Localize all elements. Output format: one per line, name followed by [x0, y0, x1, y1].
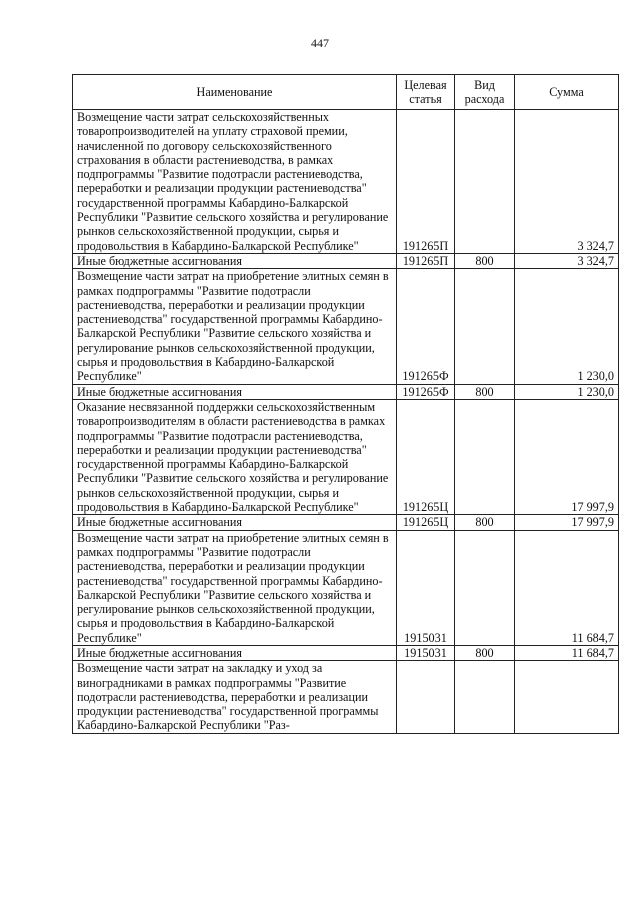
table-row [73, 110, 619, 254]
row-target: 191265П [397, 110, 455, 254]
row-kind: 800 [455, 253, 515, 268]
row-target: 191265Ф [397, 384, 455, 399]
row-sum: 17 997,9 [515, 399, 619, 514]
header-kind: Вид расхода [455, 75, 515, 110]
row-name: Возмещение части затрат на приобретение элитных семян в рамках подпрограммы "Развитие подотрасли растениеводства, переработки и реализации продукции растениеводства" государственной программы Кабардино-Балкарской Республики "Развитие сельского хозяйства и регулирование рынков сельскохозяйственной продукции, сырья и продовольствия в Кабардино-Балкарской Республике" [73, 269, 397, 384]
table-row [73, 530, 619, 645]
row-kind: 800 [455, 645, 515, 660]
table-row [73, 661, 619, 733]
table-row [73, 253, 619, 268]
header-name: Наименование [73, 75, 397, 110]
header-target: Целевая статья [397, 75, 455, 110]
row-name: Возмещение части затрат сельскохозяйственных товаропроизводителей на уплату страховой премии, начисленной по договору сельскохозяйственного страхования в области растениеводства, в рамках подпрограммы "Развитие подотрасли растениеводства, переработки и реализации продукции растениеводства" государственной программы Кабардино-Балкарской Республики "Развитие сельского хозяйства и регулирование рынков сельскохозяйственной продукции, сырья и продовольствия в Кабардино-Балкарской Республике" [73, 110, 397, 254]
header-sum: Сумма [515, 75, 619, 110]
row-target: 191265П [397, 253, 455, 268]
row-sum [515, 661, 619, 733]
table-row [73, 384, 619, 399]
row-kind [455, 399, 515, 514]
row-name: Иные бюджетные ассигнования [73, 515, 397, 530]
row-sum: 17 997,9 [515, 515, 619, 530]
row-target [397, 661, 455, 733]
row-sum: 1 230,0 [515, 384, 619, 399]
table-row [73, 645, 619, 660]
row-kind [455, 110, 515, 254]
row-target: 191265Ц [397, 399, 455, 514]
budget-table [72, 74, 619, 734]
page-number: 447 [311, 36, 329, 50]
row-target: 191265Ф [397, 269, 455, 384]
row-target: 1915031 [397, 530, 455, 645]
row-kind: 800 [455, 515, 515, 530]
row-kind: 800 [455, 384, 515, 399]
row-kind [455, 530, 515, 645]
row-name: Иные бюджетные ассигнования [73, 384, 397, 399]
row-target: 191265Ц [397, 515, 455, 530]
table-row [73, 399, 619, 514]
row-kind [455, 269, 515, 384]
row-kind [455, 661, 515, 733]
row-sum: 3 324,7 [515, 110, 619, 254]
row-sum: 11 684,7 [515, 645, 619, 660]
header-row [73, 75, 619, 110]
row-name: Оказание несвязанной поддержки сельскохозяйственным товаропроизводителям в области растениеводства в рамках подпрограммы "Развитие подотрасли растениеводства, переработки и реализации продукции растениеводства" государственной программы Кабардино-Балкарской Республики "Развитие сельского хозяйства и регулирование рынков сельскохозяйственной продукции, сырья и продовольствия в Кабардино-Балкарской Республике" [73, 399, 397, 514]
row-name: Иные бюджетные ассигнования [73, 645, 397, 660]
row-sum: 1 230,0 [515, 269, 619, 384]
table-row [73, 515, 619, 530]
row-name: Возмещение части затрат на приобретение элитных семян в рамках подпрограммы "Развитие подотрасли растениеводства, переработки и реализации продукции растениеводства" государственной программы Кабардино-Балкарской Республики "Развитие сельского хозяйства и регулирование рынков сельскохозяйственной продукции, сырья и продовольствия в Кабардино-Балкарской Республике" [73, 530, 397, 645]
row-name: Иные бюджетные ассигнования [73, 253, 397, 268]
row-target: 1915031 [397, 645, 455, 660]
row-sum: 3 324,7 [515, 253, 619, 268]
row-name: Возмещение части затрат на закладку и уход за виноградниками в рамках подпрограммы "Развитие подотрасли растениеводства, переработки и реализации продукции растениеводства" государственной программы Кабардино-Балкарской Республики "Раз- [73, 661, 397, 733]
row-sum: 11 684,7 [515, 530, 619, 645]
table-row [73, 269, 619, 384]
